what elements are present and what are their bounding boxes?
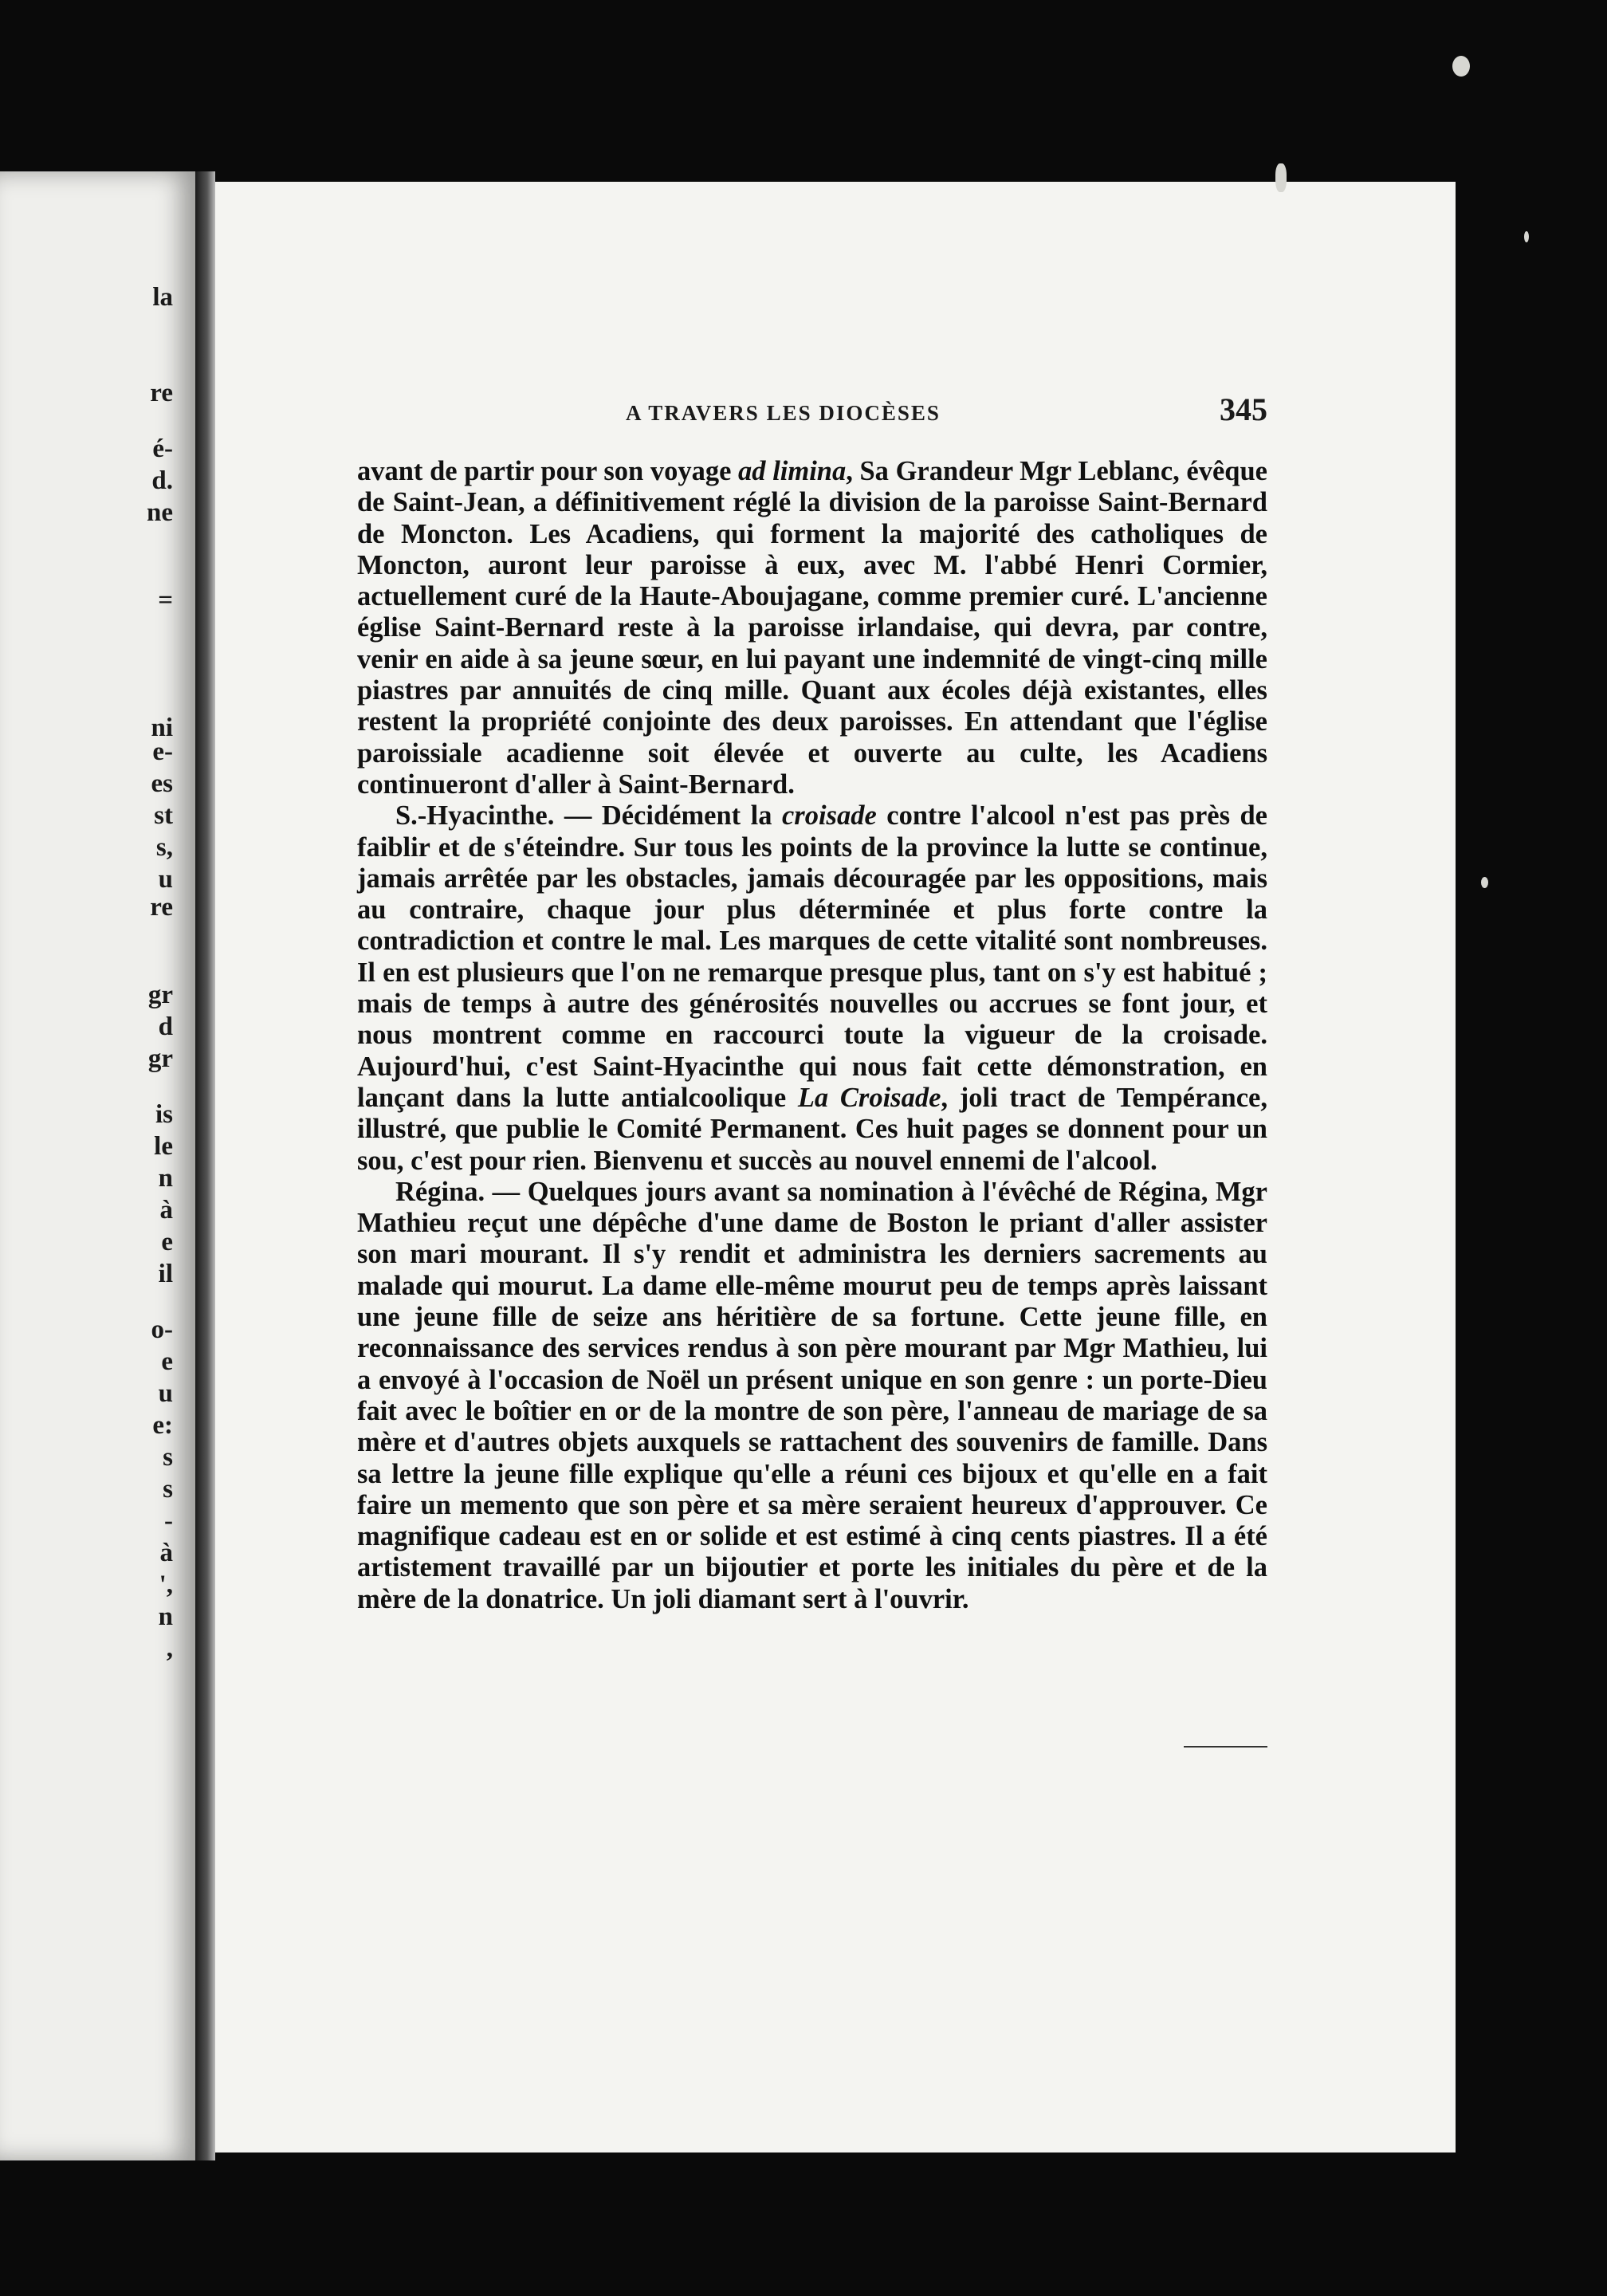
left-page-fragment: s — [163, 1443, 173, 1472]
left-page-fragment: o- — [151, 1315, 173, 1344]
left-page-fragment: à — [159, 1196, 173, 1225]
text-run: , Sa Grandeur Mgr Leblanc, évêque de Saint-Jean, a définitivement réglé la division de la paroisse Saint-Bernard de Moncton. Les Acadiens, qui forment la majorité des catholiques de Moncton, auront leur paroisse à eux, avec M. l'abbé Henri Cormier, actuellement curé de la Haute-Aboujagane, comme premier curé. L'ancienne église Saint-Bernard reste à la paroisse irlandaise, qui devra, par contre, venir en aide à sa jeune sœur, en lui payant une indemnité de vingt-cinq mille piastres par annuités de cinq mille. Quant aux écoles déjà existantes, elles restent la propriété conjointe des deux paroisses. En attendant que l'église paroissiale acadienne soit élevée et ouverte au culte, les Acadiens continueront d'aller à Saint-Bernard. — [357, 456, 1267, 800]
left-page-fragment: u — [158, 1379, 173, 1408]
left-page-fragment: ', — [159, 1571, 173, 1599]
left-page-fragment: é- — [152, 434, 173, 463]
running-head-title: A TRAVERS LES DIOCÈSES — [626, 401, 941, 425]
left-page-fragment: st — [154, 801, 173, 830]
text-run: contre l'alcool n'est pas près de faiblir et de s'éteindre. Sur tous les points de la province la lutte se continue, jamais arrêtée par les obstacles, jamais découragée par les oppositions, mais au contraire, chaque jour plus déterminée et plus forte contre la contradiction et contre le mal. Les marques de cette vitalité sont nombreuses. Il en est plusieurs que l'on ne remarque presque plus, tant on s'y est habitué ; mais de temps à autre des générosités nouvelles ou accrues se font jour, et nous montrent comme en raccourci toute la vigueur de la croisade. Aujourd'hui, c'est Saint-Hyacinthe qui nous fait cette démonstration, en lançant dans la lutte antialcoolique — [357, 800, 1267, 1113]
left-page-fragment: d. — [151, 466, 173, 495]
left-page-fragment: es — [151, 769, 173, 798]
left-page-fragment: à — [159, 1539, 173, 1567]
page-number: 345 — [1220, 391, 1267, 427]
left-page-fragment: n — [158, 1602, 173, 1631]
left-page-fragment: n — [158, 1164, 173, 1193]
left-page-fragment: gr — [147, 981, 173, 1009]
dust-speck — [1452, 56, 1470, 77]
dust-speck — [1481, 877, 1488, 888]
left-page-fragment: - — [164, 1507, 173, 1535]
left-page-fragment: u — [158, 865, 173, 894]
text-run: — Décidément la — [554, 800, 782, 832]
section-heading: S.-Hyacinthe. — [395, 800, 555, 832]
left-page-fragment: re — [150, 893, 173, 922]
text-run: , joli tract de Tempérance, illustré, que publie le Comité Permanent. Ces huit pages se donnent pour un sou, c'est pour rien. Bienvenu et succès au nouvel ennemi de l'alcool. — [357, 1082, 1267, 1176]
left-page-fragment: is — [155, 1100, 173, 1129]
paragraph — [357, 456, 1267, 800]
dust-speck — [1524, 231, 1529, 242]
text-run: — Quelques jours avant sa nomination à l'évêché de Régina, Mgr Mathieu reçut une dépêche d'une dame de Boston le priant d'aller assister son mari mourant. Il s'y rendit et administra les derniers sacrements au malade qui mourut. La dame elle-même mourut peu de temps après laissant une jeune fille de seize ans héritière de sa fortune. Cette jeune fille, en reconnaissance des services rendus à son père mourant par Mgr Mathieu, lui a envoyé à l'occasion de Noël un présent unique en son genre : un porte-Dieu fait avec le boîtier en or de la montre de son père, l'anneau de mariage de sa mère et d'autres objets auxquels se rattachent des souvenirs de famille. Dans sa lettre la jeune fille explique qu'elle a réuni ces bijoux et qu'elle en a fait faire un memento que son père et sa mère seraient heureux d'approuver. Ce magnifique cadeau est en or solide et est estimé à cinq cents piastres. Il a été artistement travaillé par un bijoutier et porte les initiales du père et de la mère de la donatrice. Un joli diamant sert à l'ouvrir. — [357, 1176, 1267, 1614]
left-page-fragment: re — [150, 379, 173, 407]
left-page-fragment: gr — [147, 1044, 173, 1073]
left-page-edge — [0, 171, 195, 2160]
book-gutter — [195, 171, 215, 2160]
left-page-fragment: e- — [152, 737, 173, 766]
body-text — [357, 456, 1267, 1615]
left-page-fragment: = — [158, 586, 173, 615]
italic-text: croisade — [781, 800, 877, 832]
left-page-fragment: ne — [147, 498, 173, 527]
left-page-fragment: e — [161, 1228, 173, 1256]
paragraph — [357, 800, 1267, 1177]
running-head — [411, 391, 1267, 431]
left-page-fragment: s, — [155, 833, 173, 862]
italic-text: ad limina — [738, 456, 847, 486]
left-page-fragment: e: — [152, 1411, 173, 1440]
section-heading: Régina. — [395, 1176, 485, 1207]
left-page-fragment: ni — [151, 714, 173, 742]
italic-text: La Croisade — [797, 1082, 941, 1113]
left-page-fragment: il — [158, 1260, 173, 1288]
left-page-fragment: , — [166, 1634, 173, 1663]
left-page-fragment: le — [154, 1132, 173, 1161]
left-page-fragment: la — [152, 283, 173, 312]
left-page-fragment: s — [163, 1475, 173, 1504]
dust-speck — [1275, 163, 1287, 192]
footnote-rule — [1184, 1746, 1267, 1748]
text-run: avant de partir pour son voyage — [357, 456, 739, 486]
left-page-fragment: e — [161, 1347, 173, 1376]
show-through-text — [351, 1758, 1267, 1866]
left-page-fragment: d — [158, 1012, 173, 1041]
paragraph — [357, 1177, 1267, 1615]
